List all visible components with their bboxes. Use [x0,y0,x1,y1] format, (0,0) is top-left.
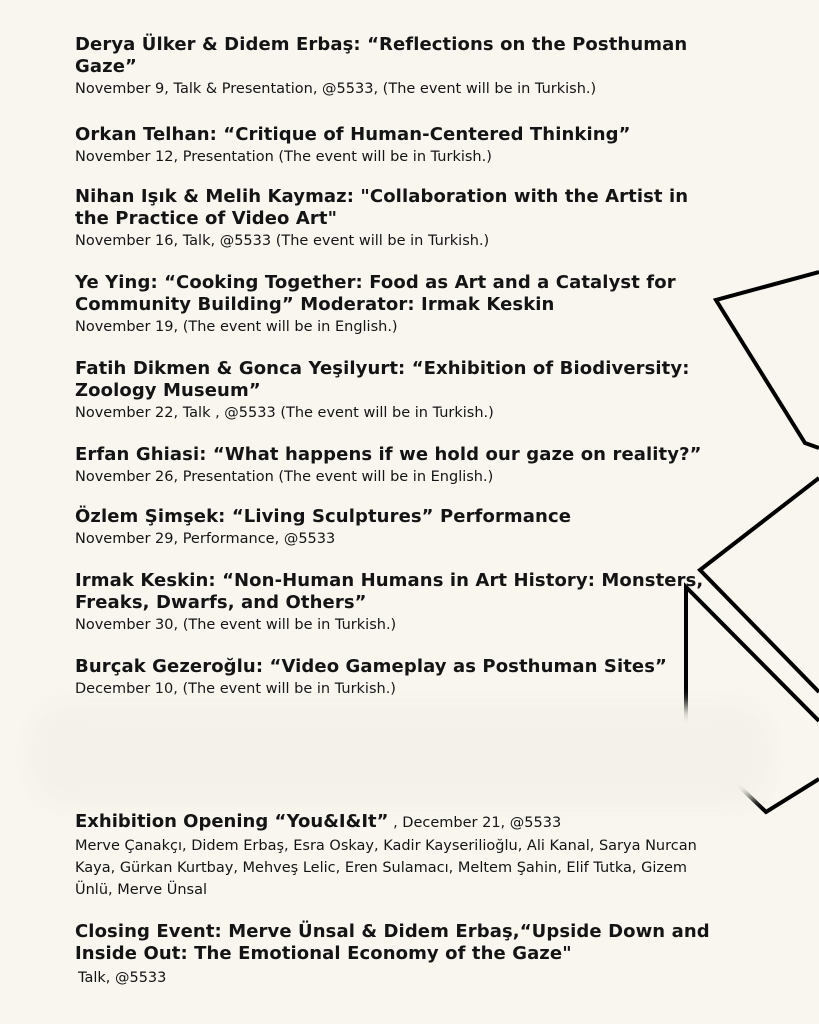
exhibition-and-closing [75,810,715,989]
event-item-7 [75,506,715,570]
event-title: Orkan Telhan: “Critique of Human-Centered Thinking” [75,124,631,145]
event-item-3 [75,186,715,272]
exhibition-artists: Merve Çanakçı, Didem Erbaş, Esra Oskay, Kadir Kayserilioğlu, Ali Kanal, Sarya Nurcan Kaya, Gürkan Kurtbay, Mehveş Lelic, Eren Sulamacı, Meltem Şahin, Elif Tutka, Gizem Ünlü, Merve Ünsal [75,838,697,898]
event-title: Ye Ying: “Cooking Together: Food as Art and a Catalyst for Community Building” Moderator: Irmak Keskin [75,272,676,315]
event-item-4 [75,272,715,358]
exhibition-details: , December 21, @5533 [388,815,562,831]
event-details: November 9, Talk & Presentation, @5533, (The event will be in Turkish.) [75,81,597,97]
event-item-8 [75,570,715,656]
event-item-1 [75,34,715,124]
event-title: Fatih Dikmen & Gonca Yeşilyurt: “Exhibition of Biodiversity: Zoology Museum” [75,358,690,401]
event-item-9 [75,656,715,706]
exhibition-opening-heading [75,810,715,835]
events-list [75,34,715,706]
event-details: November 29, Performance, @5533 [75,531,336,547]
event-item-5 [75,358,715,444]
event-details: November 12, Presentation (The event will be in Turkish.) [75,149,492,165]
event-details: November 22, Talk , @5533 (The event will be in Turkish.) [75,405,494,421]
closing-event-title: Closing Event: Merve Ünsal & Didem Erbaş,“Upside Down and Inside Out: The Emotional Economy of the Gaze" [75,921,710,964]
event-details: November 30, (The event will be in Turkish.) [75,617,397,633]
event-title: Derya Ülker & Didem Erbaş: “Reflections on the Posthuman Gaze” [75,34,688,77]
event-title: Özlem Şimşek: “Living Sculptures” Performance [75,506,572,527]
closing-event-details: Talk, @5533 [78,970,167,986]
closing-event [75,921,715,989]
event-details: November 16, Talk, @5533 (The event will be in Turkish.) [75,233,490,249]
event-title: Irmak Keskin: “Non-Human Humans in Art History: Monsters, Freaks, Dwarfs, and Others” [75,570,704,613]
event-item-6 [75,444,715,506]
event-details: November 19, (The event will be in English.) [75,319,398,335]
event-details: November 26, Presentation (The event will be in English.) [75,469,494,485]
event-item-2 [75,124,715,186]
event-title: Erfan Ghiasi: “What happens if we hold our gaze on reality?” [75,444,702,465]
event-details: December 10, (The event will be in Turkish.) [75,681,396,697]
event-title: Nihan Işık & Melih Kaymaz: "Collaboration with the Artist in the Practice of Video Art" [75,186,689,229]
faded-blank-area [30,705,770,805]
exhibition-title: Exhibition Opening “You&I&It” [75,811,389,832]
event-title: Burçak Gezeroğlu: “Video Gameplay as Posthuman Sites” [75,656,667,677]
upper-outline-shape [716,272,819,448]
